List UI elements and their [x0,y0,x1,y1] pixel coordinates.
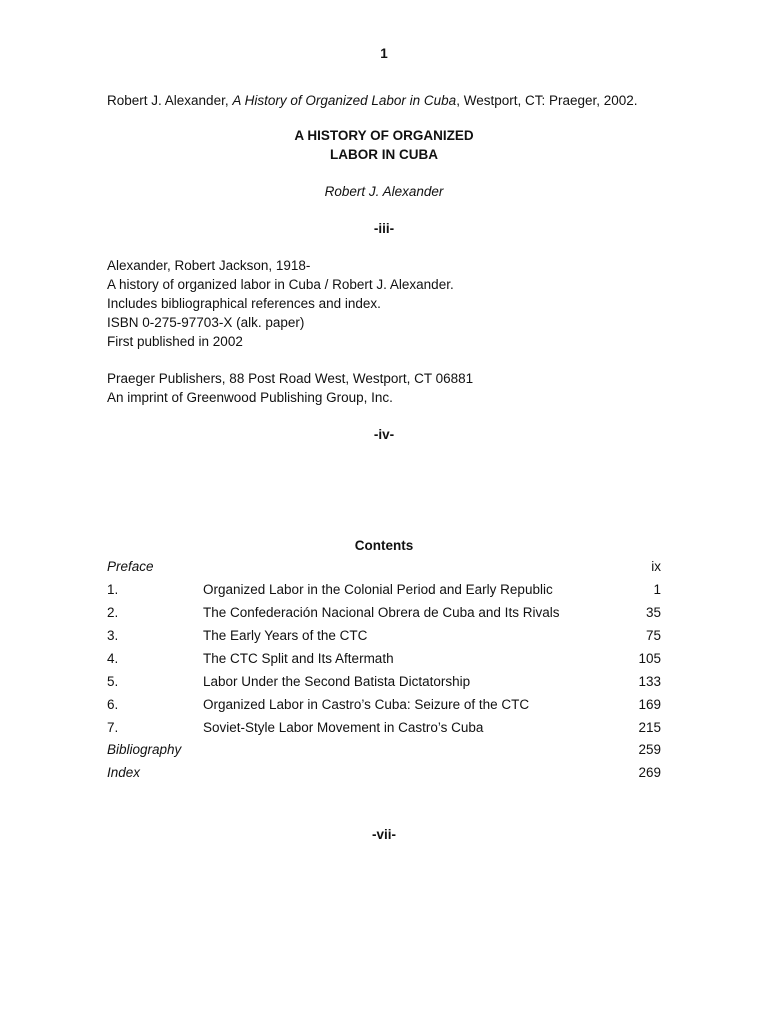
toc-title: Organized Labor in Castro’s Cuba: Seizure of the CTC [203,697,530,712]
toc-row-chapter-5 [107,674,661,694]
catalog-line: Alexander, Robert Jackson, 1918- [107,258,311,273]
toc-chapter-number: 1. [107,582,119,597]
toc-row-chapter-1 [107,582,661,602]
catalog-line: A history of organized labor in Cuba / Robert J. Alexander. [107,277,454,292]
toc-chapter-number: 6. [107,697,119,712]
publisher-address: Praeger Publishers, 88 Post Road West, Westport, CT 06881 [107,371,474,386]
toc-chapter-number: 7. [107,720,119,735]
toc-page: 1 [653,582,661,597]
toc-chapter-number: 3. [107,628,119,643]
toc-title: Labor Under the Second Batista Dictatorship [203,674,471,689]
toc-title: The Confederación Nacional Obrera de Cuba and Its Rivals [203,605,560,620]
citation-title: A History of Organized Labor in Cuba [232,93,457,108]
toc-label: Index [107,765,141,780]
toc-row-index [107,765,661,785]
toc-page: 259 [638,742,661,757]
isbn-line: ISBN 0-275-97703-X (alk. paper) [107,315,305,330]
toc-label: Preface [107,559,154,574]
page-number: 1 [380,46,388,61]
toc-page: 269 [638,765,661,780]
toc-label: Bibliography [107,742,182,757]
page-marker-iv: -iv- [373,427,395,442]
book-title-line1: A HISTORY OF ORGANIZED [294,128,474,143]
contents-heading: Contents [354,538,414,553]
toc-page: 75 [645,628,661,643]
publication-year-line: First published in 2002 [107,334,243,349]
toc-chapter-number: 5. [107,674,119,689]
toc-page: 133 [638,674,661,689]
catalog-line: Includes bibliographical references and index. [107,296,381,311]
citation-author: Robert J. Alexander, [107,93,233,108]
toc-row-preface [107,559,661,579]
toc-row-bibliography [107,742,661,762]
toc-title: The Early Years of the CTC [203,628,368,643]
toc-page: 35 [645,605,661,620]
toc-row-chapter-3 [107,628,661,648]
toc-title: Soviet-Style Labor Movement in Castro’s Cuba [203,720,484,735]
toc-row-chapter-4 [107,651,661,671]
toc-row-chapter-6 [107,697,661,717]
toc-page: 169 [638,697,661,712]
page-marker-iii: -iii- [373,221,395,236]
toc-row-chapter-7 [107,720,661,740]
publisher-imprint: An imprint of Greenwood Publishing Group, Inc. [107,390,393,405]
toc-page: 105 [638,651,661,666]
toc-row-chapter-2 [107,605,661,625]
book-title-line2: LABOR IN CUBA [330,147,438,162]
toc-page: 215 [638,720,661,735]
citation-publication: , Westport, CT: Praeger, 2002. [456,93,638,108]
page-marker-vii: -vii- [371,827,396,842]
toc-title: The CTC Split and Its Aftermath [203,651,394,666]
toc-chapter-number: 2. [107,605,119,620]
toc-chapter-number: 4. [107,651,119,666]
toc-page: ix [651,559,661,574]
toc-title: Organized Labor in the Colonial Period and Early Republic [203,582,553,597]
book-author: Robert J. Alexander [324,184,444,199]
citation [107,93,638,108]
